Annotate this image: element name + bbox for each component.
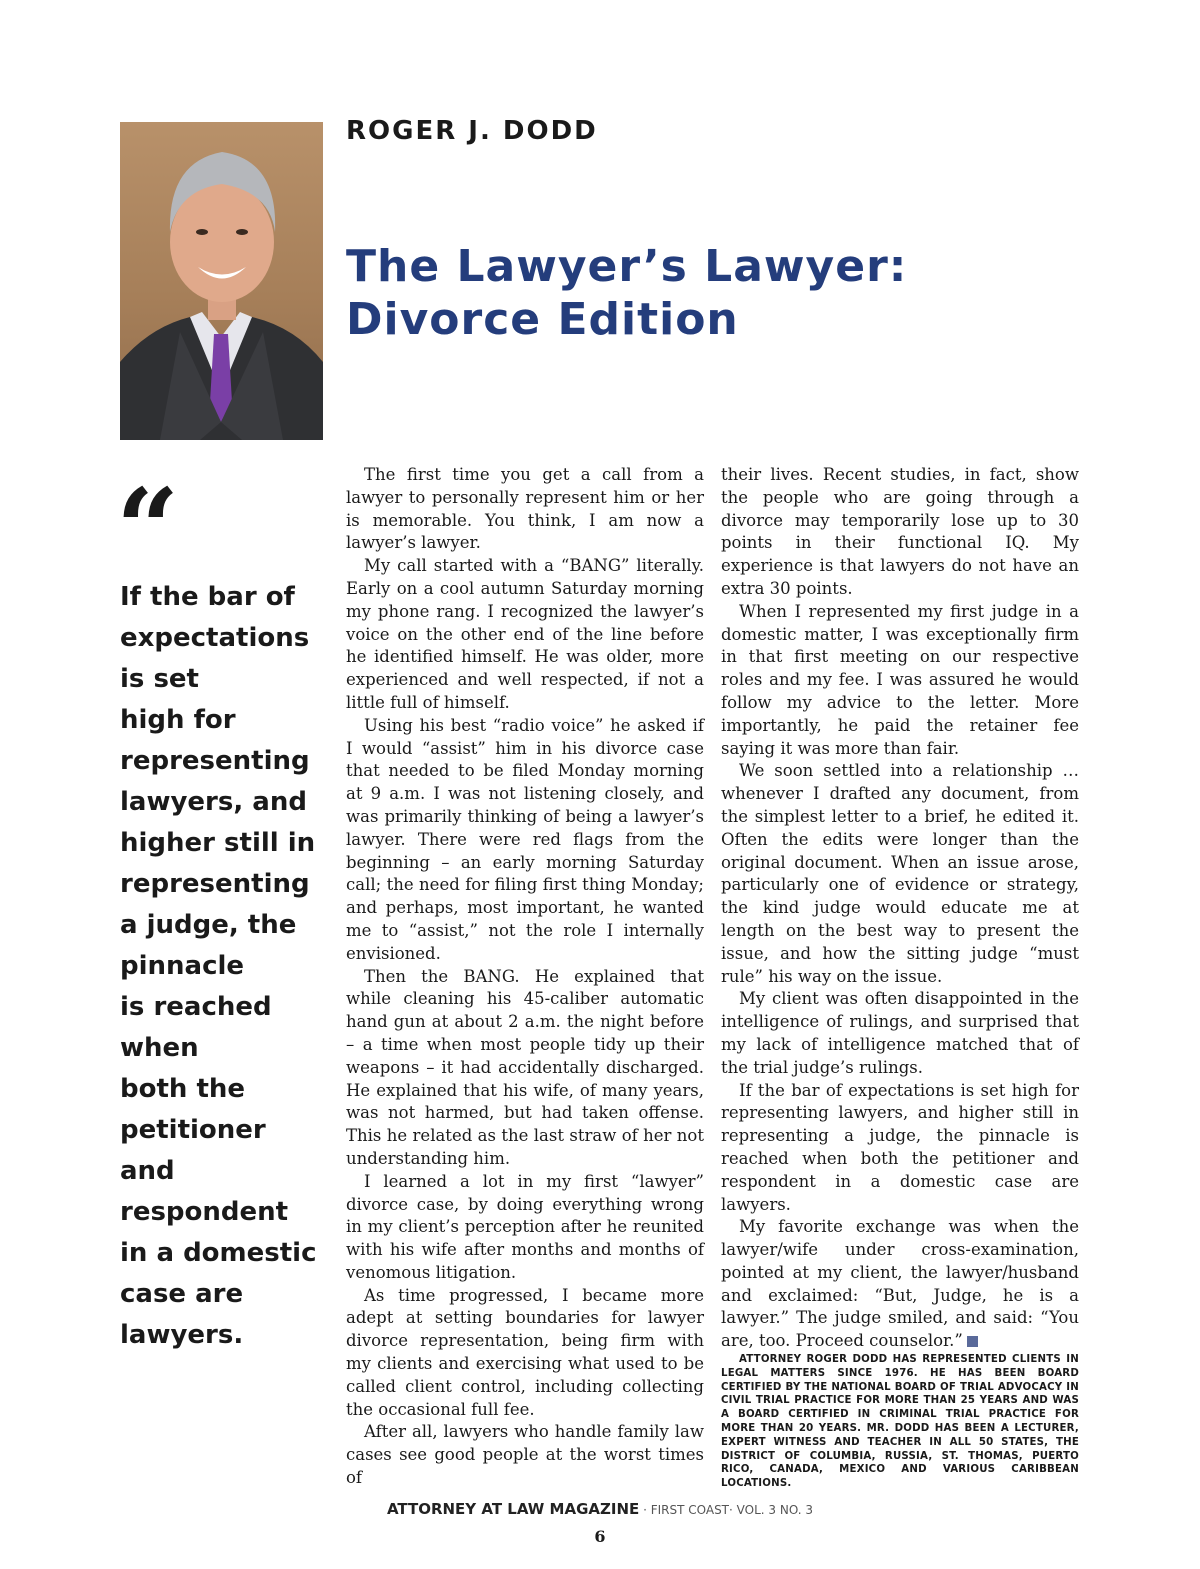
pull-quote-line: is set [120, 664, 199, 694]
pull-quote-line: a judge, the [120, 910, 297, 940]
article-paragraph: their lives. Recent studies, in fact, show the people who are going through a divorce may temporarily lose up to 30 points in their functional IQ. My experience is that lawyers do not have an extra 30 points. [721, 465, 1079, 598]
pull-quote-line: is reached [120, 992, 272, 1022]
portrait-illustration [120, 122, 323, 440]
article-paragraph: The first time you get a call from a lawyer to personally represent him or her is memorable. You think, I am now a lawyer’s lawyer. [346, 465, 704, 553]
issue-info: FIRST COAST· VOL. 3 NO. 3 [650, 1503, 814, 1517]
pull-quote [120, 577, 320, 1356]
footer-separator: · [639, 1503, 651, 1517]
pull-quote-line: both the [120, 1074, 246, 1104]
article-paragraph-text: My favorite exchange was when the lawyer/wife under cross-examination, pointed at my client, the lawyer/husband and exclaimed: “But, Judge, he is a lawyer.” The judge smiled, and said: “You are, too. Proceed counselor.” [721, 1217, 1079, 1351]
pull-quote-line: lawyers, and [120, 787, 307, 817]
article-paragraph: My client was often disappointed in the intelligence of rulings, and surprised that my lack of intelligence matched that of the trial judge’s rulings. [721, 989, 1079, 1077]
page-footer [0, 1500, 1200, 1518]
magazine-name: ATTORNEY AT LAW MAGAZINE [386, 1500, 640, 1518]
pull-quote-line: representing [120, 869, 310, 899]
title-line-2: Divorce Edition [346, 294, 739, 345]
article-paragraph: Then the BANG. He explained that while cleaning his 45-caliber automatic hand gun at about 2 a.m. the night before – a time when most people tidy up their weapons – it had accidentally discharged. He explained that his wife, of many years, was not harmed, but had taken offense. This he related as the last straw of her not understanding him. [346, 966, 704, 1168]
pull-quote-line: representing [120, 746, 310, 776]
pull-quote-line: and [120, 1156, 175, 1186]
pull-quote-line: high for [120, 705, 236, 735]
end-square-icon [967, 1336, 978, 1347]
article-paragraph: When I represented my first judge in a domestic matter, I was exceptionally firm in that first meeting on our respective roles and my fee. I was assured he would follow my advice to the letter. More importantly, he paid the retainer fee saying it was more than fair. [721, 601, 1079, 758]
pull-quote-line: lawyers. [120, 1320, 244, 1350]
article-paragraph: If the bar of expectations is set high for representing lawyers, and higher still in representing a judge, the pinnacle is reached when both the petitioner and respondent in a domestic case are lawyers. [721, 1080, 1079, 1214]
pull-quote-line: expectations [120, 623, 310, 653]
pull-quote-line: If the bar of [120, 582, 295, 612]
author-bio: ATTORNEY ROGER DODD HAS REPRESENTED CLIENTS IN LEGAL MATTERS SINCE 1976. HE HAS BEEN BOARD CERTIFIED BY THE NATIONAL BOARD OF TRIAL ADVOCACY IN CIVIL TRIAL PRACTICE FOR MORE THAN 25 YEARS AND WAS A BOARD CERTIFIED IN CRIMINAL TRIAL PRACTICE FOR MORE THAN 20 YEARS. MR. DODD HAS BEEN A LECTURER, EXPERT WITNESS AND TEACHER IN ALL 50 STATES, THE DISTRICT OF COLUMBIA, RUSSIA, ST. THOMAS, PUERTO RICO, CANADA, MEXICO AND VARIOUS CARIBBEAN LOCATIONS. [721, 1354, 1079, 1490]
article-column-1 [346, 464, 704, 1490]
article-paragraph: We soon settled into a relationship … whenever I drafted any document, from the simplest letter to a brief, he edited it. Often the edits were longer than the original document. When an issue arose, particularly one of evidence or strategy, the kind judge would educate me at length on the best way to present the issue, and how the sitting judge “must rule” his way on the issue. [721, 761, 1079, 986]
title-line-1: The Lawyer’s Lawyer: [346, 241, 908, 292]
quote-mark-icon: “ [116, 464, 180, 593]
pull-quote-line: higher still in [120, 828, 316, 858]
author-photo [120, 122, 323, 440]
article-paragraph-last [721, 1216, 1079, 1353]
pull-quote-line: pinnacle [120, 951, 245, 981]
page-number: 6 [594, 1527, 606, 1546]
article-title [346, 240, 946, 346]
article-paragraph: My call started with a “BANG” literally. Early on a cool autumn Saturday morning my phone rang. I recognized the lawyer’s voice on the other end of the line before he identified himself. He was older, more experienced and well respected, if not a little full of himself. [346, 556, 704, 712]
pull-quote-line: respondent [120, 1197, 289, 1227]
article-paragraph: Using his best “radio voice” he asked if I would “assist” him in his divorce case that needed to be filed Monday morning at 9 a.m. I was not listening closely, and was primarily thinking of being a lawyer’s lawyer. There were red flags from the beginning – an early morning Saturday call; the need for filing first thing Monday; and perhaps, most important, he wanted me to “assist,” not the role I internally envisioned. [346, 715, 704, 963]
article-column-2 [721, 464, 1079, 1491]
pull-quote-line: in a domestic [120, 1238, 317, 1268]
article-paragraph: After all, lawyers who handle family law cases see good people at the worst times of [346, 1422, 704, 1488]
pull-quote-line: petitioner [120, 1115, 266, 1145]
author-byline: ROGER J. DODD [346, 116, 598, 146]
pull-quote-line: when [120, 1033, 199, 1063]
pull-quote-line: case are [120, 1279, 244, 1309]
article-paragraph: I learned a lot in my first “lawyer” divorce case, by doing everything wrong in my client’s perception after he reunited with his wife after months and months of venomous litigation. [346, 1171, 704, 1282]
article-paragraph: As time progressed, I became more adept at setting boundaries for lawyer divorce representation, being firm with my clients and exercising what used to be called client control, including collecting the occasional full fee. [346, 1285, 704, 1419]
